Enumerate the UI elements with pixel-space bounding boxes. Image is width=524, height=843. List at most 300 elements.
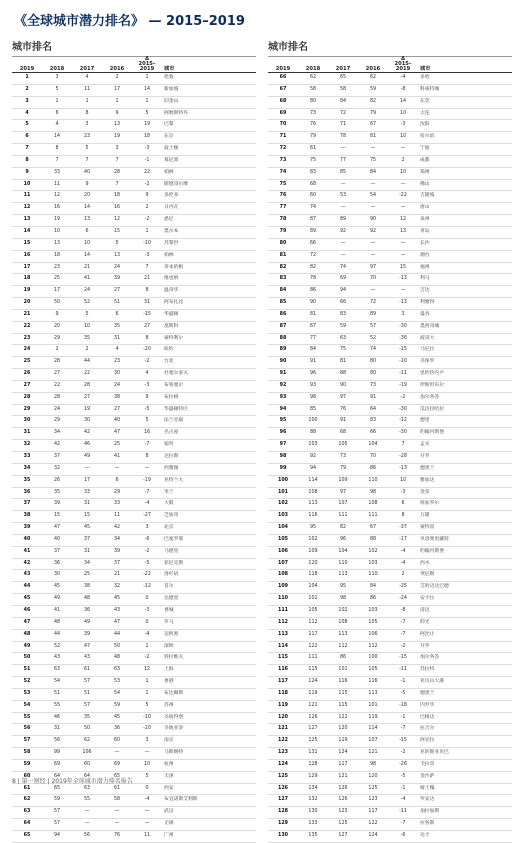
table-row (12, 677, 256, 689)
rank-2017: 52 (72, 298, 102, 310)
table-row (12, 215, 256, 227)
rank-2017: 124 (328, 748, 358, 760)
table-row (268, 641, 512, 653)
rank-2016: 107 (358, 736, 388, 748)
city-name: 伊斯坦布尔 (418, 380, 512, 392)
city-name: 墨西哥城 (418, 321, 512, 333)
rank-2017: 95 (328, 582, 358, 594)
table-row (268, 286, 512, 298)
rank-2019: 125 (268, 771, 298, 783)
city-name: 迈阿密 (162, 629, 256, 641)
rank-delta: -1 (388, 677, 418, 689)
table-row (12, 250, 256, 262)
rank-delta: 4 (132, 369, 162, 381)
city-name: 多伦多 (162, 191, 256, 203)
city-name: 马尼拉 (418, 345, 512, 357)
city-name: 约翰内斯堡 (418, 428, 512, 440)
city-name: 万隆 (418, 511, 512, 523)
rank-delta: -18 (388, 700, 418, 712)
rank-2018: 105 (298, 605, 328, 617)
rank-2017: 123 (328, 807, 358, 819)
rank-delta: -12 (388, 416, 418, 428)
rank-2017: 59 (328, 321, 358, 333)
rank-delta: -3 (388, 487, 418, 499)
table-row (12, 629, 256, 641)
rank-2019: 6 (12, 132, 42, 144)
rank-2016: — (102, 807, 132, 819)
city-name: 安卡拉 (418, 594, 512, 606)
table-row (268, 191, 512, 203)
rank-delta: -15 (388, 736, 418, 748)
rank-2018: 20 (42, 321, 72, 333)
table-row (268, 677, 512, 689)
rank-2016: 76 (102, 831, 132, 843)
rank-delta: -4 (132, 629, 162, 641)
table-row (268, 475, 512, 487)
rank-2019: 8 (12, 155, 42, 167)
table-row (12, 274, 256, 286)
rank-2016: 100 (358, 653, 388, 665)
rank-2017: 7 (72, 155, 102, 167)
rank-2018: 85 (298, 404, 328, 416)
city-name: 瓜达拉哈拉 (418, 404, 512, 416)
rank-2018: 103 (298, 440, 328, 452)
rank-delta: 9 (132, 392, 162, 404)
rank-2017: 76 (328, 404, 358, 416)
rank-delta: 7 (132, 262, 162, 274)
table-row (268, 831, 512, 843)
rank-2017: 89 (328, 215, 358, 227)
table-row (12, 191, 256, 203)
city-name: 哈尔滨 (418, 132, 512, 144)
rank-2018: 36 (42, 558, 72, 570)
rank-2019: 124 (268, 759, 298, 771)
city-name: 吉隆坡 (418, 191, 512, 203)
rank-2017: 96 (328, 534, 358, 546)
city-name: 柏林 (162, 167, 256, 179)
rank-2017: — (328, 144, 358, 156)
rank-2019: 30 (12, 416, 42, 428)
rank-2017: 42 (72, 428, 102, 440)
rank-2018: 11 (42, 179, 72, 191)
table-row (268, 819, 512, 831)
rank-2018: 40 (42, 534, 72, 546)
table-row (268, 440, 512, 452)
rank-2016: 59 (358, 84, 388, 96)
city-name: 开罗 (418, 641, 512, 653)
page-footer: 8 | 第一财经 | 2019年全球城市潜力排名报告 (12, 778, 133, 785)
rank-2016: 7 (102, 155, 132, 167)
rank-2019: 45 (12, 594, 42, 606)
rank-2019: 85 (268, 298, 298, 310)
table-row (12, 736, 256, 748)
rank-2019: 3 (12, 96, 42, 108)
city-name: 加拉加斯 (418, 807, 512, 819)
city-name: 唐山 (418, 203, 512, 215)
rank-2016: 17 (102, 84, 132, 96)
city-name: 沈阳 (418, 120, 512, 132)
header-delta (388, 57, 418, 73)
table-row (268, 748, 512, 760)
city-name: 开罗 (418, 452, 512, 464)
rank-2019: 4 (12, 108, 42, 120)
rank-2018: 89 (298, 226, 328, 238)
rank-2018: 93 (298, 380, 328, 392)
rank-delta: 14 (388, 96, 418, 108)
rank-2019: 115 (268, 653, 298, 665)
city-name: 大阪 (162, 499, 256, 511)
rank-2018: 46 (42, 712, 72, 724)
city-name: 温哥华 (162, 286, 256, 298)
rank-2016: 5 (102, 238, 132, 250)
rank-2019: 83 (268, 274, 298, 286)
rank-delta: 3 (132, 736, 162, 748)
city-name: 东京 (162, 132, 256, 144)
rank-2018: 121 (298, 700, 328, 712)
header-2017: 2017 (72, 57, 102, 73)
rank-2016: 48 (102, 653, 132, 665)
rank-2018: 91 (298, 357, 328, 369)
rank-2017: 17 (72, 475, 102, 487)
rank-2017: 56 (72, 831, 102, 843)
rank-2019: 48 (12, 629, 42, 641)
table-row (12, 96, 256, 108)
rank-2016: 80 (358, 357, 388, 369)
city-name: 宁波 (418, 144, 512, 156)
rank-delta: 22 (132, 167, 162, 179)
table-row (268, 558, 512, 570)
rank-2016: 105 (358, 665, 388, 677)
table-row (268, 795, 512, 807)
rank-2018: 94 (42, 831, 72, 843)
table-row (268, 712, 512, 724)
city-name: 卡拉奇 (418, 759, 512, 771)
rank-delta: -11 (388, 665, 418, 677)
rank-delta: 5 (132, 416, 162, 428)
table-row (268, 665, 512, 677)
rank-2019: 65 (12, 831, 42, 843)
rank-2017: 3 (72, 120, 102, 132)
rank-2018: 14 (42, 132, 72, 144)
rank-delta: -7 (388, 819, 418, 831)
rank-2016: 70 (358, 274, 388, 286)
city-name: 特拉维夫 (162, 653, 256, 665)
rank-2016: 15 (102, 226, 132, 238)
table-row (268, 238, 512, 250)
rank-2016: 103 (358, 558, 388, 570)
rank-delta: -4 (388, 546, 418, 558)
rank-2016: 35 (102, 321, 132, 333)
table-row (268, 700, 512, 712)
rank-2017: 92 (328, 226, 358, 238)
rank-2016: 39 (102, 546, 132, 558)
table-row (12, 546, 256, 558)
table-row (12, 309, 256, 321)
rank-2019: 50 (12, 653, 42, 665)
rank-delta: -8 (388, 84, 418, 96)
city-name: 金奈 (418, 487, 512, 499)
table-row (268, 487, 512, 499)
rank-2018: 9 (42, 309, 72, 321)
table-row (268, 546, 512, 558)
rank-2017: 78 (328, 132, 358, 144)
rank-2019: 11 (12, 191, 42, 203)
rank-2018: 92 (298, 452, 328, 464)
city-name: 孟买 (418, 440, 512, 452)
rank-2016: 32 (102, 582, 132, 594)
rank-2018: 12 (42, 191, 72, 203)
rank-2016: 59 (102, 700, 132, 712)
table-row (268, 380, 512, 392)
rank-2018: 37 (42, 546, 72, 558)
city-name: 苏黎世 (162, 238, 256, 250)
city-name: 苏州 (162, 700, 256, 712)
rank-delta: 1 (132, 688, 162, 700)
rank-delta: 3 (388, 309, 418, 321)
rank-2019: 44 (12, 582, 42, 594)
rank-delta: -37 (388, 523, 418, 535)
rank-2016: 108 (358, 499, 388, 511)
rank-2017: 79 (328, 463, 358, 475)
rank-delta: -3 (132, 250, 162, 262)
table-row (268, 807, 512, 819)
rank-2019: 22 (12, 321, 42, 333)
rank-2018: 87 (298, 215, 328, 227)
city-name: 柏林 (162, 250, 256, 262)
rank-delta: -20 (132, 345, 162, 357)
rank-2018: 76 (298, 120, 328, 132)
table-row (268, 428, 512, 440)
rank-2017: 74 (328, 262, 358, 274)
rank-2017: 50 (72, 724, 102, 736)
rank-delta: 2 (132, 203, 162, 215)
city-name: 加尔各答 (418, 653, 512, 665)
rank-2019: 106 (268, 546, 298, 558)
rank-2019: 55 (12, 712, 42, 724)
rank-2017: 68 (328, 428, 358, 440)
rank-delta: 12 (388, 215, 418, 227)
rank-2017: 119 (328, 736, 358, 748)
rank-2019: 69 (268, 108, 298, 120)
rank-2017: 14 (72, 250, 102, 262)
rank-2016: 75 (358, 155, 388, 167)
rank-2018: 22 (42, 380, 72, 392)
header-delta (132, 57, 162, 73)
city-name: 布鲁塞尔 (162, 380, 256, 392)
rank-2017: 11 (72, 84, 102, 96)
table-row (12, 748, 256, 760)
table-row (268, 463, 512, 475)
table-row (12, 416, 256, 428)
rank-delta: -15 (388, 345, 418, 357)
rank-2018: 48 (42, 617, 72, 629)
rank-delta: — (132, 463, 162, 475)
rank-2019: 91 (268, 369, 298, 381)
rank-2017: 51 (72, 688, 102, 700)
rank-2019: 23 (12, 333, 42, 345)
table-row (268, 203, 512, 215)
rank-delta: -13 (388, 298, 418, 310)
header-2019: 2019 (12, 57, 42, 73)
rank-2018: 120 (298, 558, 328, 570)
rank-2019: 40 (12, 534, 42, 546)
rank-2016: — (358, 203, 388, 215)
rank-2016: 98 (358, 759, 388, 771)
rank-delta: -30 (388, 321, 418, 333)
table-row (12, 463, 256, 475)
rank-2018: 135 (298, 831, 328, 843)
rank-2017: 43 (72, 653, 102, 665)
rank-2017: 116 (328, 677, 358, 689)
rank-2019: 12 (12, 203, 42, 215)
rank-2016: 79 (358, 108, 388, 120)
delta-symbol: Δ (400, 56, 405, 62)
rank-2018: 102 (298, 534, 328, 546)
rank-2016: 24 (102, 262, 132, 274)
rank-2018: 24 (42, 404, 72, 416)
rank-2017: 28 (72, 380, 102, 392)
rank-2017: 6 (72, 226, 102, 238)
rank-delta: -7 (388, 617, 418, 629)
rank-2016: 45 (102, 712, 132, 724)
rank-2016: 57 (358, 321, 388, 333)
rank-2018: 3 (42, 73, 72, 85)
header-2017: 2017 (328, 57, 358, 73)
rank-delta: 11 (132, 831, 162, 843)
rank-delta: -7 (132, 487, 162, 499)
city-name: 洛杉矶 (162, 570, 256, 582)
rank-2019: 79 (268, 226, 298, 238)
table-row (12, 144, 256, 156)
rank-delta: 10 (132, 759, 162, 771)
city-name: 蒙特利尔 (162, 333, 256, 345)
rank-2018: 75 (298, 155, 328, 167)
rank-delta: -8 (388, 605, 418, 617)
rank-2016: 70 (358, 452, 388, 464)
rank-2018: 4 (42, 120, 72, 132)
rank-2017: 39 (72, 629, 102, 641)
rank-2019: 108 (268, 570, 298, 582)
rank-2018: 23 (42, 262, 72, 274)
rank-2018: 32 (42, 463, 72, 475)
rank-2017: 77 (328, 155, 358, 167)
table-row (12, 487, 256, 499)
rank-2017: 35 (72, 712, 102, 724)
rank-delta: 19 (132, 120, 162, 132)
rank-2019: 104 (268, 523, 298, 535)
rank-2018: 50 (42, 298, 72, 310)
rank-2019: 35 (12, 475, 42, 487)
rank-2016: 82 (358, 96, 388, 108)
city-name: 拉合尔 (418, 724, 512, 736)
rank-2017: — (72, 819, 102, 831)
city-name: 突尼斯 (418, 570, 512, 582)
rank-2019: 15 (12, 238, 42, 250)
rank-2017: 112 (328, 641, 358, 653)
rank-2016: — (358, 286, 388, 298)
rank-2019: 13 (12, 215, 42, 227)
rank-2019: 9 (12, 167, 42, 179)
rank-2017: 23 (72, 132, 102, 144)
rank-2016: 111 (358, 511, 388, 523)
city-name: 莫斯科 (162, 321, 256, 333)
rank-delta: 5 (132, 700, 162, 712)
rank-delta: — (388, 250, 418, 262)
city-name: 马斯喀特 (162, 748, 256, 760)
table-row (12, 333, 256, 345)
rank-2019: 101 (268, 487, 298, 499)
rank-2017: 55 (72, 795, 102, 807)
rank-2017: 5 (72, 309, 102, 321)
rank-delta: 8 (132, 452, 162, 464)
rank-delta: 1 (132, 226, 162, 238)
rank-2018: 19 (42, 215, 72, 227)
rank-2017: 117 (328, 759, 358, 771)
table-row (12, 428, 256, 440)
rank-2018: 59 (42, 795, 72, 807)
table-row (12, 440, 256, 452)
rank-2017: 115 (328, 688, 358, 700)
rank-delta: — (388, 238, 418, 250)
rank-2019: 90 (268, 357, 298, 369)
city-name: 广州 (162, 831, 256, 843)
rank-2016: 28 (102, 167, 132, 179)
rank-2017: 5 (72, 144, 102, 156)
city-name: 仰光 (418, 617, 512, 629)
table-row (12, 84, 256, 96)
rank-2017: 91 (328, 416, 358, 428)
rank-2016: 27 (102, 404, 132, 416)
rank-2016: 58 (102, 795, 132, 807)
rank-2019: 1 (12, 73, 42, 85)
rank-2019: 122 (268, 736, 298, 748)
rank-2018: 26 (42, 475, 72, 487)
rank-2018: 69 (42, 759, 72, 771)
rank-2019: 128 (268, 807, 298, 819)
city-name: 利马 (418, 274, 512, 286)
rank-2016: 6 (102, 475, 132, 487)
rank-2017: 108 (328, 617, 358, 629)
rank-2017: 4 (72, 73, 102, 85)
rank-2019: 52 (12, 677, 42, 689)
rank-2019: 129 (268, 819, 298, 831)
city-name: 日内瓦 (162, 203, 256, 215)
rank-2017: 63 (328, 333, 358, 345)
city-name: 科威特城 (418, 84, 512, 96)
right-section-title: 城市排名 (268, 40, 512, 57)
table-row (268, 783, 512, 795)
rank-2017: 121 (328, 771, 358, 783)
table-row (12, 226, 256, 238)
city-name: 哥本哈根 (162, 262, 256, 274)
table-row (12, 523, 256, 535)
rank-2017: 72 (328, 108, 358, 120)
rank-2017: 46 (72, 440, 102, 452)
rank-delta: -22 (132, 570, 162, 582)
rank-2016: 36 (102, 724, 132, 736)
table-row (12, 594, 256, 606)
rank-2019: 46 (12, 605, 42, 617)
rank-2018: 90 (298, 298, 328, 310)
table-row (12, 724, 256, 736)
table-row (12, 345, 256, 357)
rank-delta: -10 (388, 357, 418, 369)
rank-2017: 24 (72, 286, 102, 298)
table-row (268, 392, 512, 404)
city-name: 华盛顿 (162, 309, 256, 321)
rank-2016: 119 (358, 712, 388, 724)
rank-2018: 124 (298, 677, 328, 689)
